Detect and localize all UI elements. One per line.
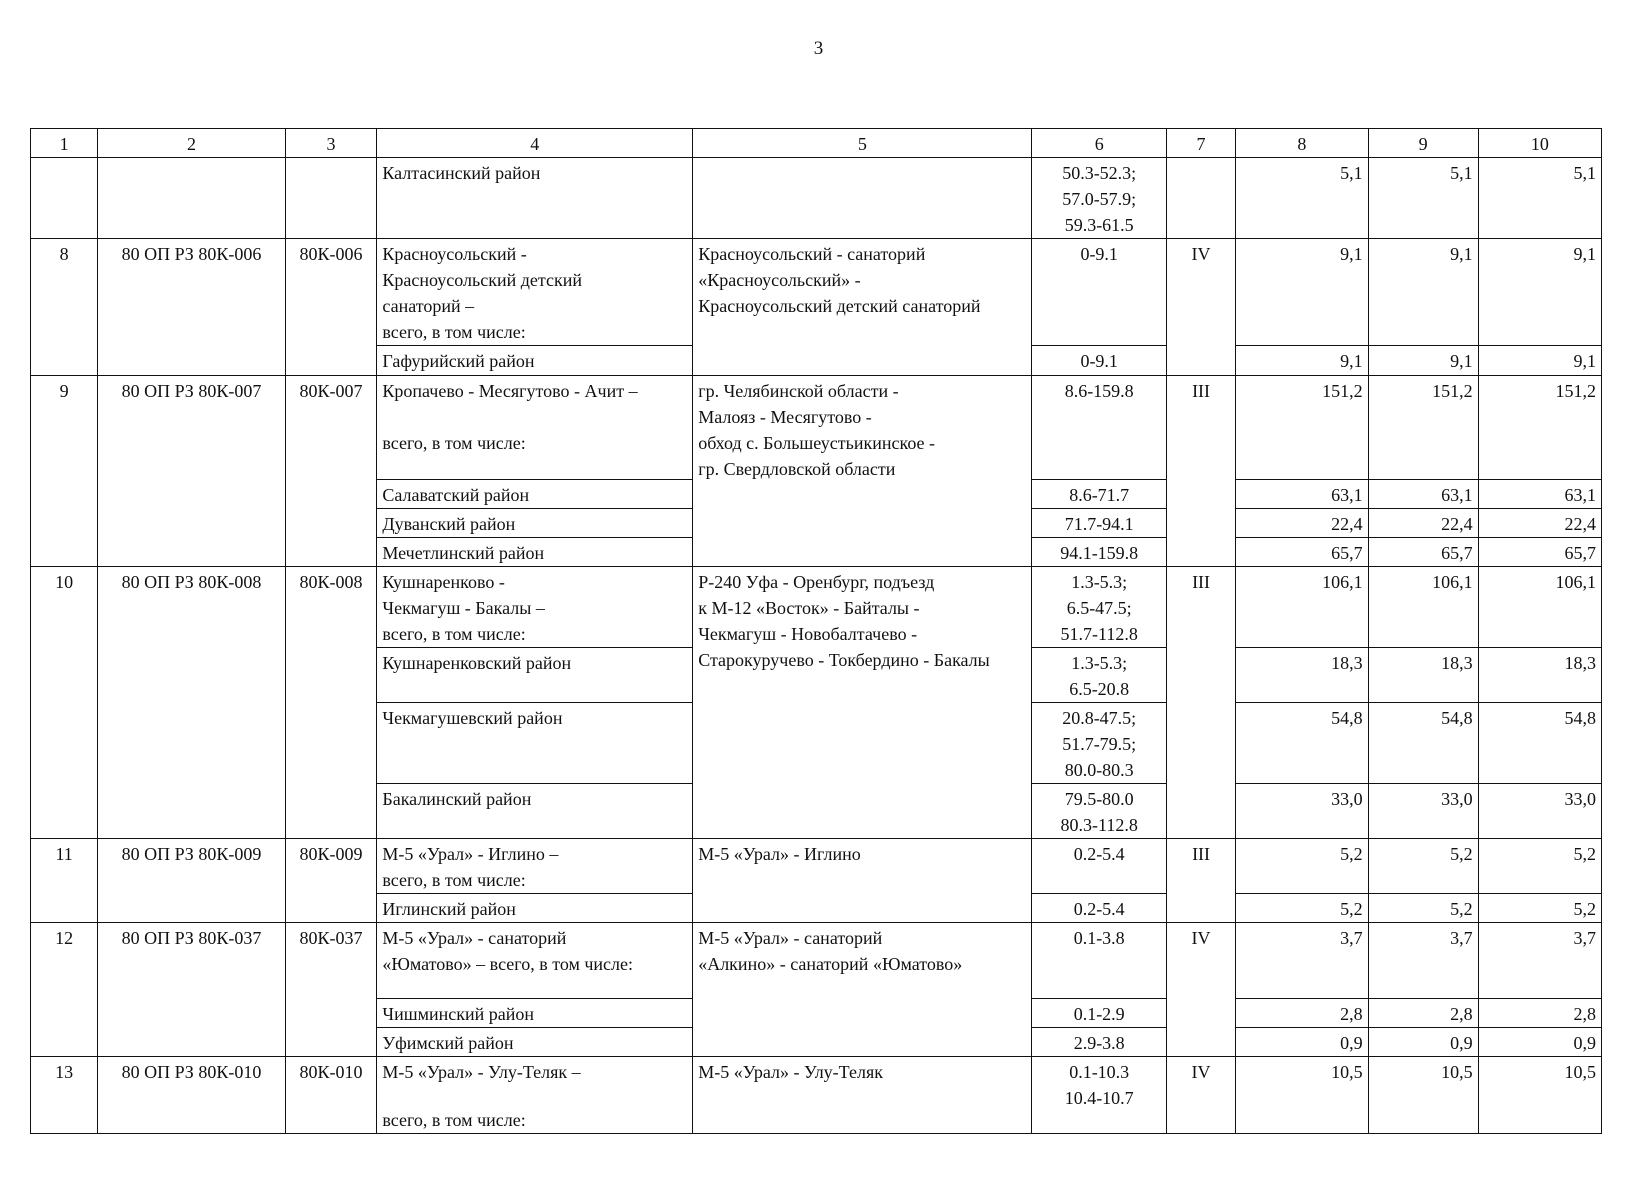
km-range: 1.3-5.3; 6.5-47.5; 51.7-112.8 (1032, 567, 1166, 648)
road-code: 80К-007 (285, 376, 377, 567)
row-number: 10 (31, 567, 98, 839)
road-route: М-5 «Урал» - санаторий «Алкино» - санаторий «Юматово» (693, 923, 1032, 1057)
road-route: Р-240 Уфа - Оренбург, подъезд к М-12 «Восток» - Байталы - Чекмагуш - Новобалтачево - Старокуручево - Токбердино - Бакалы (693, 567, 1032, 839)
value-col8: 5,2 (1236, 894, 1368, 923)
road-name: М-5 «Урал» - Иглино – всего, в том числе: (377, 839, 693, 894)
road-id: 80 ОП РЗ 80К-009 (98, 839, 285, 923)
value-col9: 5,2 (1368, 894, 1478, 923)
road-code: 80К-006 (285, 239, 377, 376)
column-header: 1 (31, 129, 98, 158)
cell-empty (31, 158, 98, 239)
value-col10: 63,1 (1478, 480, 1601, 509)
value-col10: 3,7 (1478, 923, 1601, 999)
value-col8: 0,9 (1236, 1028, 1368, 1057)
value-col9: 18,3 (1368, 648, 1478, 703)
column-header: 3 (285, 129, 377, 158)
km-range: 0.1-10.3 10.4-10.7 (1032, 1057, 1166, 1134)
value-col9: 5,2 (1368, 839, 1478, 894)
value-col10: 151,2 (1478, 376, 1601, 480)
km-range: 0-9.1 (1032, 346, 1166, 376)
value-col9: 5,1 (1368, 158, 1478, 239)
row-number: 13 (31, 1057, 98, 1134)
value-col8: 54,8 (1236, 703, 1368, 784)
column-header-row (31, 129, 1602, 158)
table-row (31, 239, 1602, 346)
column-header: 10 (1478, 129, 1601, 158)
value-col10: 10,5 (1478, 1057, 1601, 1134)
road-category: IV (1166, 239, 1235, 376)
km-range: 50.3-52.3; 57.0-57.9; 59.3-61.5 (1032, 158, 1166, 239)
table-row (31, 923, 1602, 999)
column-header: 5 (693, 129, 1032, 158)
road-code: 80К-009 (285, 839, 377, 923)
value-col8: 151,2 (1236, 376, 1368, 480)
km-range: 8.6-71.7 (1032, 480, 1166, 509)
district-name: Мечетлинский район (377, 538, 693, 567)
table-row (31, 1057, 1602, 1134)
column-header: 7 (1166, 129, 1235, 158)
cell-empty (98, 158, 285, 239)
value-col9: 0,9 (1368, 1028, 1478, 1057)
value-col8: 65,7 (1236, 538, 1368, 567)
district-name: Чишминский район (377, 999, 693, 1028)
value-col8: 33,0 (1236, 784, 1368, 839)
table-row (31, 158, 1602, 239)
table-row (31, 839, 1602, 894)
value-col8: 5,2 (1236, 839, 1368, 894)
value-col8: 106,1 (1236, 567, 1368, 648)
value-col10: 9,1 (1478, 346, 1601, 376)
column-header: 8 (1236, 129, 1368, 158)
road-id: 80 ОП РЗ 80К-008 (98, 567, 285, 839)
value-col9: 3,7 (1368, 923, 1478, 999)
road-name: М-5 «Урал» - Улу-Теляк – всего, в том числе: (377, 1057, 693, 1134)
row-number: 8 (31, 239, 98, 376)
district-name: Салаватский район (377, 480, 693, 509)
value-col10: 5,2 (1478, 894, 1601, 923)
value-col10: 5,1 (1478, 158, 1601, 239)
km-range: 0.1-3.8 (1032, 923, 1166, 999)
km-range: 0.2-5.4 (1032, 839, 1166, 894)
km-range: 79.5-80.0 80.3-112.8 (1032, 784, 1166, 839)
district-name: Иглинский район (377, 894, 693, 923)
road-category: III (1166, 839, 1235, 923)
value-col9: 10,5 (1368, 1057, 1478, 1134)
km-range: 0.2-5.4 (1032, 894, 1166, 923)
road-category: III (1166, 376, 1235, 567)
road-name: Кропачево - Месягутово - Ачит – всего, в том числе: (377, 376, 693, 480)
table-row (31, 567, 1602, 648)
road-code: 80К-037 (285, 923, 377, 1057)
value-col9: 151,2 (1368, 376, 1478, 480)
cell-empty (285, 158, 377, 239)
road-name: М-5 «Урал» - санаторий «Юматово» – всего, в том числе: (377, 923, 693, 999)
road-name: Кушнаренково - Чекмагуш - Бакалы – всего, в том числе: (377, 567, 693, 648)
value-col9: 22,4 (1368, 509, 1478, 538)
value-col9: 33,0 (1368, 784, 1478, 839)
table-row (31, 376, 1602, 480)
column-header: 4 (377, 129, 693, 158)
value-col9: 2,8 (1368, 999, 1478, 1028)
value-col8: 5,1 (1236, 158, 1368, 239)
value-col10: 5,2 (1478, 839, 1601, 894)
district-name: Кушнаренковский район (377, 648, 693, 703)
value-col9: 106,1 (1368, 567, 1478, 648)
value-col8: 63,1 (1236, 480, 1368, 509)
road-route: М-5 «Урал» - Иглино (693, 839, 1032, 923)
road-route: гр. Челябинской области - Малояз - Месягутово - обход с. Большеустьикинское - гр. Свердловской области (693, 376, 1032, 567)
road-route: М-5 «Урал» - Улу-Теляк (693, 1057, 1032, 1134)
column-header: 2 (98, 129, 285, 158)
km-range: 2.9-3.8 (1032, 1028, 1166, 1057)
value-col10: 22,4 (1478, 509, 1601, 538)
km-range: 0.1-2.9 (1032, 999, 1166, 1028)
row-number: 9 (31, 376, 98, 567)
road-name: Красноусольский - Красноусольский детский санаторий – всего, в том числе: (377, 239, 693, 346)
value-col8: 3,7 (1236, 923, 1368, 999)
road-id: 80 ОП РЗ 80К-010 (98, 1057, 285, 1134)
page-number: 3 (813, 38, 824, 59)
value-col10: 2,8 (1478, 999, 1601, 1028)
value-col8: 10,5 (1236, 1057, 1368, 1134)
value-col9: 65,7 (1368, 538, 1478, 567)
value-col10: 65,7 (1478, 538, 1601, 567)
cell-empty (693, 158, 1032, 239)
district-name: Бакалинский район (377, 784, 693, 839)
value-col10: 0,9 (1478, 1028, 1601, 1057)
road-category: III (1166, 567, 1235, 839)
road-code: 80К-010 (285, 1057, 377, 1134)
value-col8: 9,1 (1236, 346, 1368, 376)
road-id: 80 ОП РЗ 80К-006 (98, 239, 285, 376)
road-route: Красноусольский - санаторий «Красноусольский» - Красноусольский детский санаторий (693, 239, 1032, 376)
district-name: Гафурийский район (377, 346, 693, 376)
column-header: 9 (1368, 129, 1478, 158)
value-col10: 33,0 (1478, 784, 1601, 839)
value-col10: 18,3 (1478, 648, 1601, 703)
road-id: 80 ОП РЗ 80К-037 (98, 923, 285, 1057)
row-number: 12 (31, 923, 98, 1057)
value-col8: 9,1 (1236, 239, 1368, 346)
value-col8: 22,4 (1236, 509, 1368, 538)
district-name: Дуванский район (377, 509, 693, 538)
km-range: 20.8-47.5; 51.7-79.5; 80.0-80.3 (1032, 703, 1166, 784)
cell-empty (1166, 158, 1235, 239)
value-col10: 106,1 (1478, 567, 1601, 648)
value-col9: 54,8 (1368, 703, 1478, 784)
value-col8: 2,8 (1236, 999, 1368, 1028)
road-code: 80К-008 (285, 567, 377, 839)
column-header: 6 (1032, 129, 1166, 158)
roads-table (30, 128, 1602, 1134)
road-id: 80 ОП РЗ 80К-007 (98, 376, 285, 567)
km-range: 8.6-159.8 (1032, 376, 1166, 480)
value-col10: 54,8 (1478, 703, 1601, 784)
road-category: IV (1166, 923, 1235, 1057)
km-range: 71.7-94.1 (1032, 509, 1166, 538)
district-name: Чекмагушевский район (377, 703, 693, 784)
km-range: 0-9.1 (1032, 239, 1166, 346)
district-name: Уфимский район (377, 1028, 693, 1057)
value-col9: 63,1 (1368, 480, 1478, 509)
value-col10: 9,1 (1478, 239, 1601, 346)
district-name: Калтасинский район (377, 158, 693, 239)
value-col9: 9,1 (1368, 239, 1478, 346)
km-range: 1.3-5.3; 6.5-20.8 (1032, 648, 1166, 703)
road-category: IV (1166, 1057, 1235, 1134)
value-col8: 18,3 (1236, 648, 1368, 703)
row-number: 11 (31, 839, 98, 923)
km-range: 94.1-159.8 (1032, 538, 1166, 567)
value-col9: 9,1 (1368, 346, 1478, 376)
